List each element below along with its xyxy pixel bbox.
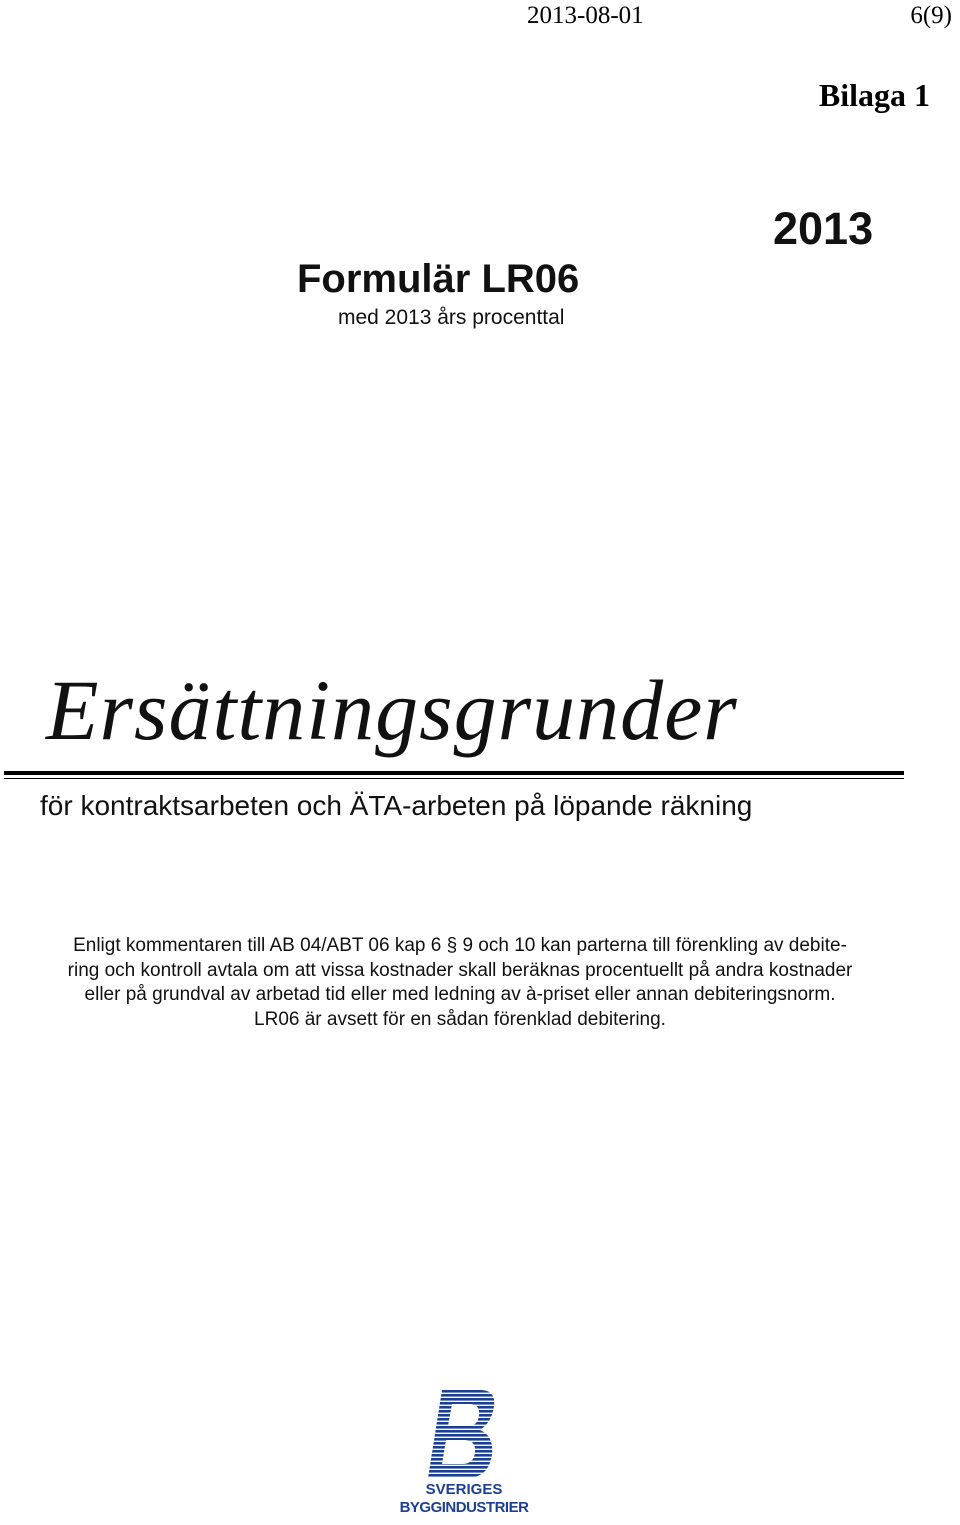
main-title: Ersättningsgrunder (46, 662, 738, 758)
logo-text-line2: BYGGINDUSTRIER (399, 1499, 529, 1516)
title-rule-thin (4, 778, 904, 779)
intro-line: ring och kontroll avtala om att vissa kostnader skall beräknas procentuellt på andra kostnader (67, 959, 853, 981)
sveriges-byggindustrier-logo (383, 1390, 545, 1520)
intro-line: LR06 är avsett för en sådan förenklad debitering. (254, 1008, 666, 1030)
appendix-label: Bilaga 1 (818, 77, 930, 113)
intro-line: Enligt kommentaren till AB 04/ABT 06 kap 6 § 9 och 10 kan parterna till förenkling av debite- (73, 935, 847, 956)
form-title: Formulär LR06 (297, 257, 580, 301)
header-date: 2013-08-01 (527, 2, 644, 29)
intro-line: eller på grundval av arbetad tid eller med ledning av à-priset eller annan debiteringsnorm. (84, 984, 836, 1005)
logo-text-line1: SVERIGES (425, 1481, 503, 1498)
main-subtitle: för kontraktsarbeten och ÄTA-arbeten på löpande räkning (40, 790, 753, 821)
page-number: 6(9) (910, 2, 952, 29)
intro-paragraph (20, 934, 900, 1032)
b-logo-icon (428, 1390, 498, 1478)
title-rule (4, 771, 904, 775)
form-subtitle: med 2013 års procenttal (338, 306, 565, 329)
cover-year: 2013 (773, 203, 874, 254)
